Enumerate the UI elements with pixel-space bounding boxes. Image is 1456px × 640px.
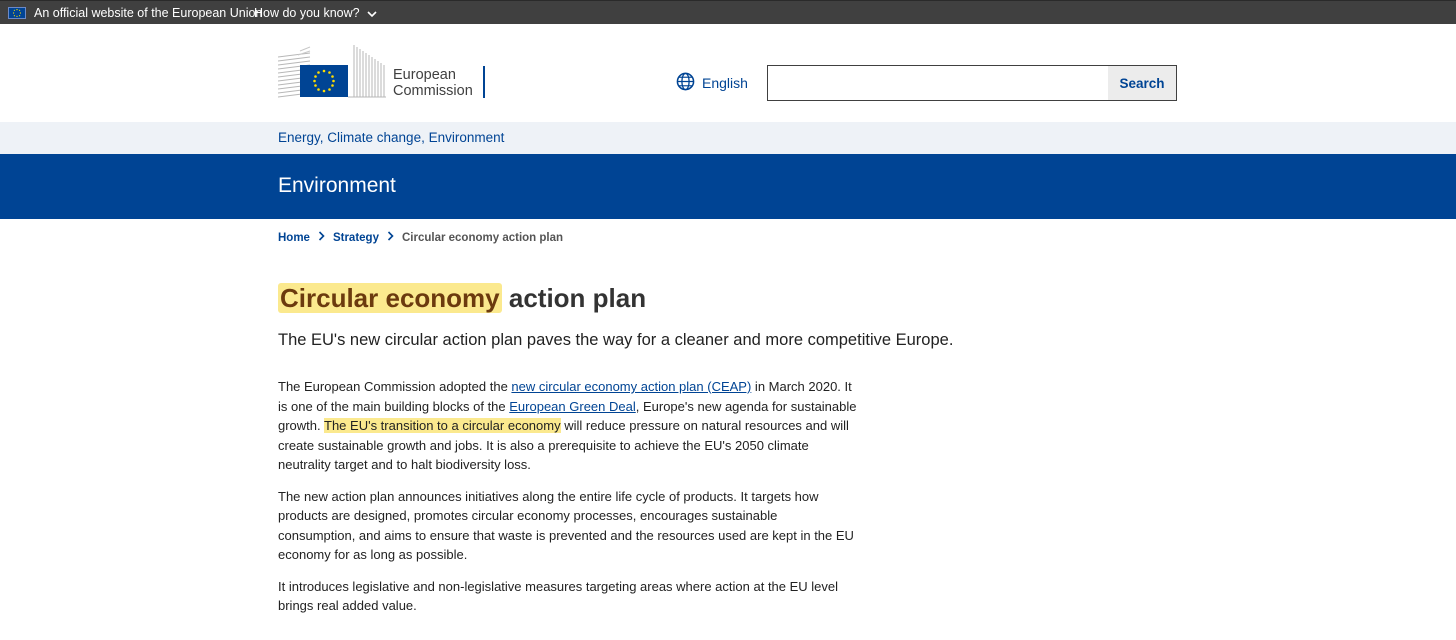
- title-highlight: Circular economy: [280, 283, 500, 313]
- globe-icon: [676, 72, 695, 94]
- language-selector[interactable]: [676, 73, 748, 93]
- logo-text: [393, 67, 473, 99]
- logo-divider: [483, 66, 485, 98]
- language-label: English: [702, 75, 748, 91]
- page-subtitle: The EU's new circular action plan paves the way for a cleaner and more competitive Europe.: [278, 331, 954, 349]
- logo-line-1: European: [393, 67, 456, 83]
- breadcrumb-strategy[interactable]: Strategy: [332, 231, 379, 244]
- title-rest: action plan: [501, 283, 647, 313]
- article-body: [278, 377, 858, 628]
- chevron-down-icon: [367, 6, 377, 22]
- page-banner: [0, 154, 1456, 219]
- p1-highlight: The EU's transition to a circular economy: [324, 418, 561, 433]
- site-header: [0, 25, 1456, 122]
- p1-text-b: in March 2020. It is one of the main building blocks of the: [278, 379, 852, 414]
- how-do-you-know-label: How do you know?: [254, 6, 360, 20]
- page-title: [278, 283, 646, 314]
- logo-line-2: Commission: [393, 83, 473, 99]
- search-button[interactable]: Search: [1108, 66, 1176, 100]
- site-topics-link[interactable]: Energy, Climate change, Environment: [278, 130, 505, 145]
- chevron-right-icon: [318, 231, 325, 244]
- ceap-link[interactable]: new circular economy action plan (CEAP): [511, 379, 752, 394]
- green-deal-link[interactable]: European Green Deal: [509, 398, 636, 414]
- breadcrumb: [278, 231, 563, 244]
- paragraph-3: It introduces legislative and non-legislative measures targeting areas where action at the EU level brings real added value.: [278, 578, 839, 613]
- chevron-right-icon: [387, 231, 394, 244]
- p1-text-a: The European Commission adopted the: [278, 379, 512, 394]
- search-input[interactable]: [768, 66, 1108, 100]
- site-title[interactable]: Environment: [278, 174, 396, 197]
- p1-text-c: , Europe's new agenda for sustainable growth.: [278, 398, 857, 433]
- site-name-band: [0, 122, 1456, 154]
- official-website-text: An official website of the European Union: [34, 6, 263, 20]
- how-do-you-know-toggle[interactable]: [254, 5, 377, 22]
- eu-flag-icon: [8, 7, 26, 19]
- breadcrumb-home[interactable]: Home: [278, 231, 310, 244]
- paragraph-2: The new action plan announces initiatives along the entire life cycle of products. It targets how products are designed, promotes circular economy processes, encourages sustainable consumption, and aims to ensure that waste is prevented and the resources used are kept in the EU economy for as long as possible.: [278, 488, 854, 562]
- paragraph-1: [278, 377, 858, 475]
- eu-official-bar: [0, 0, 1456, 24]
- breadcrumb-current: Circular economy action plan: [401, 231, 564, 244]
- p1-text-d: will reduce pressure on natural resources and will create sustainable growth and jobs. It is also a prerequisite to achieve the EU's 2050 climate neutrality target and to halt biodiversity loss.: [278, 418, 849, 472]
- search-form: [767, 65, 1177, 101]
